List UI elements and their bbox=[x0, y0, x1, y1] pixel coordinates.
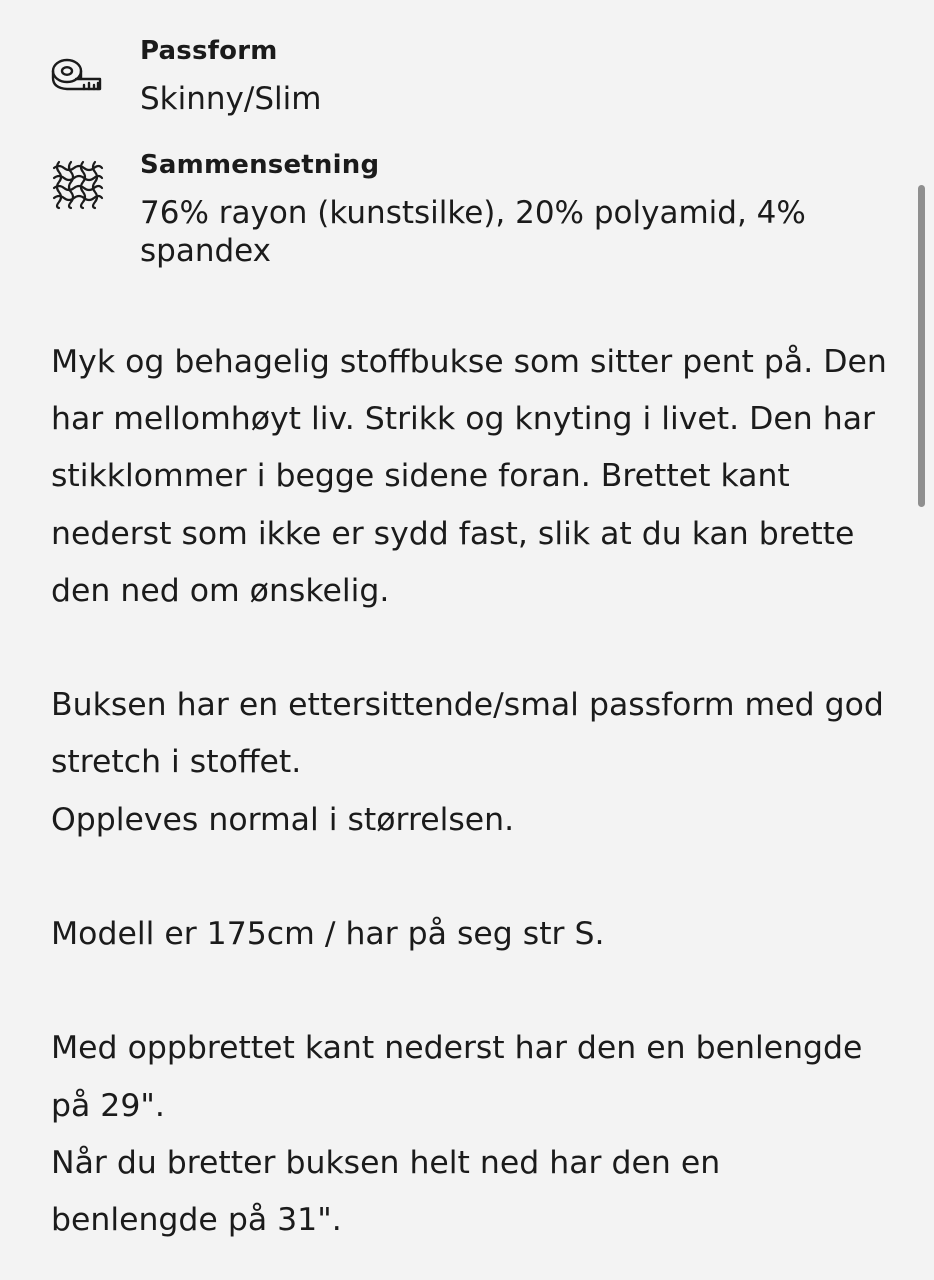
description-blank-line bbox=[51, 963, 891, 1020]
description-paragraph: Oppleves normal i størrelsen. bbox=[51, 801, 515, 838]
scrollbar-thumb[interactable] bbox=[918, 185, 925, 507]
fit-label: Passform bbox=[140, 36, 278, 66]
product-description bbox=[51, 334, 891, 1249]
description-paragraph: Med oppbrettet kant nederst har den en benlengde på 29". bbox=[51, 1030, 863, 1124]
description-blank-line bbox=[51, 620, 891, 677]
composition-value: 76% rayon (kunstsilke), 20% polyamid, 4% spandex bbox=[140, 195, 806, 269]
measuring-tape-icon bbox=[50, 48, 104, 102]
description-paragraph: Myk og behagelig stoffbukse som sitter pent på. Den har mellomhøyt liv. Strikk og knyting i livet. Den har stikklommer i begge sidene foran. Brettet kant nederst som ikke er sydd fast, slik at du kan brette den ned om ønskelig. bbox=[51, 344, 887, 609]
fit-value: Skinny/Slim bbox=[140, 81, 322, 117]
description-paragraph: Modell er 175cm / har på seg str S. bbox=[51, 916, 605, 953]
description-blank-line bbox=[51, 849, 891, 906]
composition-attribute bbox=[0, 140, 900, 280]
description-paragraph: Buksen har en ettersittende/smal passform med god stretch i stoffet. bbox=[51, 687, 884, 781]
fit-attribute bbox=[0, 0, 900, 130]
composition-label: Sammensetning bbox=[140, 150, 380, 180]
fabric-weave-icon bbox=[50, 158, 104, 212]
description-paragraph: Når du bretter buksen helt ned har den en benlengde på 31". bbox=[51, 1144, 721, 1239]
